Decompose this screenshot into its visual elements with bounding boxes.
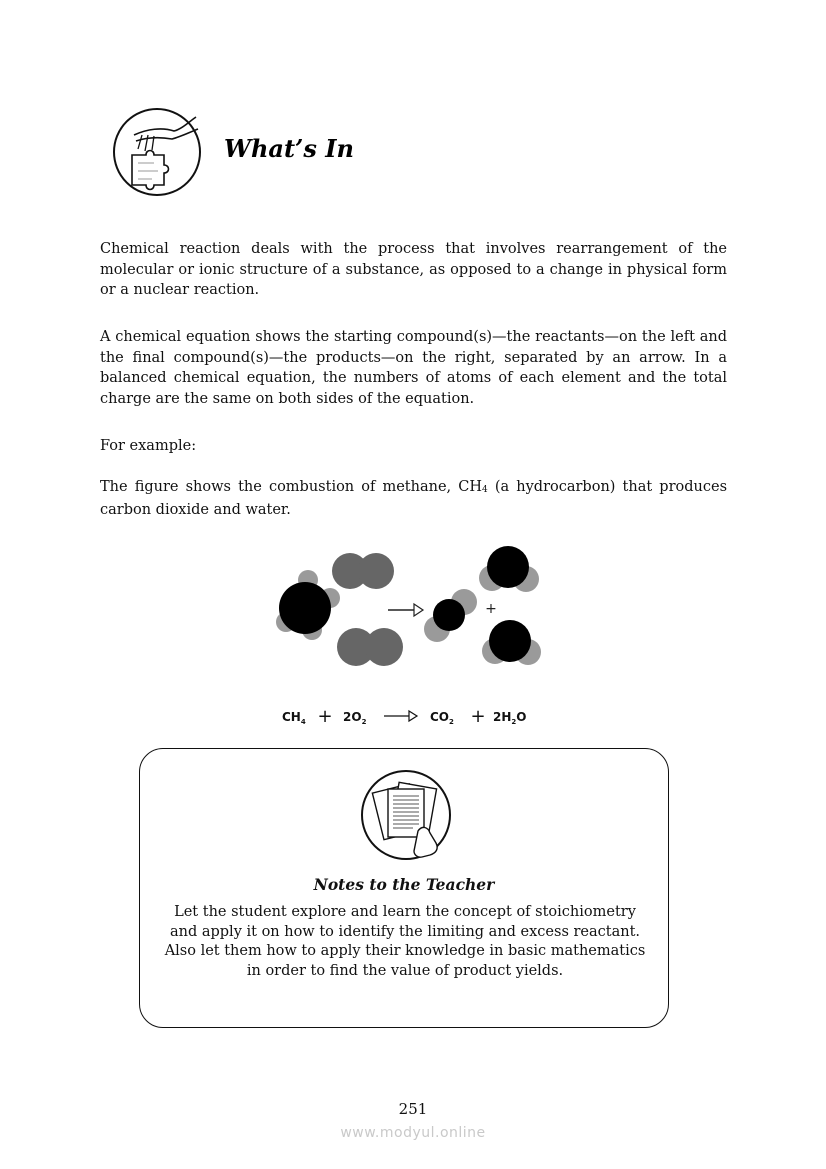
watermark: www.modyul.online [340,1125,486,1141]
equation-arrow [384,711,417,721]
methane-molecule [276,570,340,640]
page-number: 251 [398,1100,428,1118]
svg-text:CO2: $CO_2$ [430,710,454,726]
notes-line: and apply it on how to identify the limiting and excess reactant. [169,923,641,940]
combustion-paragraph: The figure shows the combustion of methane, $CH_4$ (a hydrocarbon) that produces carbon dioxide and water. [100,479,728,518]
svg-text:2O2: $2O_2$ [343,710,367,726]
equation-plus-1: + [317,706,333,727]
equation-plus-2: + [470,706,486,727]
reaction-arrow [388,604,423,616]
chemical-equation [280,702,540,730]
oxygen-molecule-bottom [337,628,403,666]
oxygen-molecule-top [332,553,394,589]
carbon-dioxide-formula: CO [430,710,450,724]
water-formula: 2H [493,710,512,724]
equation-paragraph: A chemical equation shows the starting compound(s)—the reactants—on the left and the final compound(s)—the products—on the right, separated by an arrow. In a balanced chemical equation, the numbers of atoms of each element and the total charge are the same on both sides of the equation. [100,329,727,408]
hand-puzzle-icon [112,107,202,197]
notes-line: Also let them how to apply their knowledge in basic mathematics [164,943,646,960]
svg-text:2H2O: $2H_2O$ [493,710,527,726]
teacher-notes-box [139,748,669,1028]
figure-plus-sign: + [485,601,497,617]
svg-text:CH4: $CH_4$ [282,710,306,726]
water-molecule-bottom [482,620,541,665]
example-label: For example: [100,438,197,454]
page-title: What’s In [224,134,354,163]
water-molecule-top [479,546,539,592]
notes-title: Notes to the Teacher [313,875,495,894]
oxygen-formula: 2O [343,710,362,724]
notes-line: in order to find the value of product yields. [246,962,564,979]
carbon-dioxide-molecule [424,589,477,642]
notes-line: Let the student explore and learn the concept of stoichiometry [174,904,636,920]
papers-hand-icon [360,769,452,861]
methane-formula: CH [282,710,301,724]
notes-body [160,903,650,981]
intro-paragraph: Chemical reaction deals with the process that involves rearrangement of the molecular or ionic structure of a substance, as opposed to a change in physical form or a nuclear reaction. [100,241,727,299]
methane-combustion-figure [270,540,550,680]
